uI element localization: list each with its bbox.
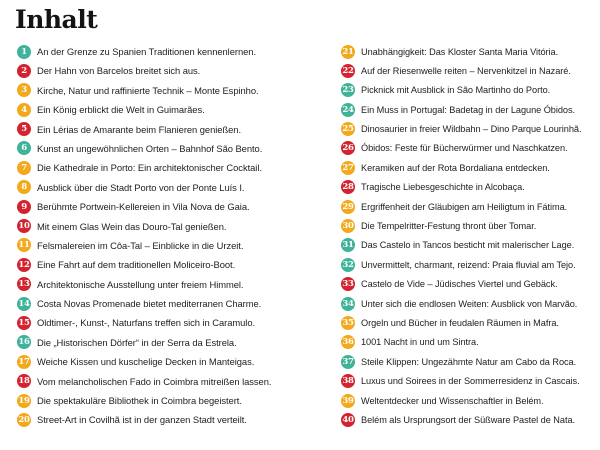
toc-entry[interactable] xyxy=(17,100,289,119)
chapter-title: Weiche Kissen und kuschelige Decken in Manteigas. xyxy=(37,356,255,368)
chapter-number-badge: 25 xyxy=(342,124,354,135)
toc-entry[interactable] xyxy=(341,236,593,255)
chapter-title: Steile Klippen: Ungezähmte Natur am Cabo da Roca. xyxy=(361,356,577,367)
page-title: Inhalt xyxy=(15,5,98,34)
chapter-number-badge: 28 xyxy=(342,182,354,193)
chapter-title: Ein König erblickt die Welt in Guimarães. xyxy=(37,104,205,116)
chapter-number-badge: 24 xyxy=(342,104,354,115)
chapter-title: Kirche, Natur und raffinierte Technik – Monte Espinho. xyxy=(37,84,259,96)
chapter-title: Unabhängigkeit: Das Kloster Santa Maria Vitória. xyxy=(361,46,559,57)
chapter-title: Luxus und Soirees in der Sommerresidenz in Cascais. xyxy=(361,376,580,387)
chapter-title: Oldtimer-, Kunst-, Naturfans treffen sich in Caramulo. xyxy=(37,317,256,329)
chapter-number-badge: 36 xyxy=(342,337,354,348)
toc-entry[interactable] xyxy=(341,294,593,313)
chapter-title: Keramiken auf der Rota Bordaliana entdecken. xyxy=(361,162,550,173)
chapter-number-badge: 14 xyxy=(18,298,30,309)
chapter-title: Tragische Liebesgeschichte in Alcobaça. xyxy=(361,182,525,193)
chapter-title: Auf der Riesenwelle reiten – Nervenkitzel in Nazaré. xyxy=(361,65,571,76)
toc-entry[interactable] xyxy=(341,61,593,80)
chapter-title: Dinosaurier in freier Wildbahn – Dino Parque Lourinhã. xyxy=(361,124,582,135)
chapter-title: Mit einem Glas Wein das Douro-Tal genießen. xyxy=(37,220,227,232)
toc-entry[interactable] xyxy=(341,158,593,177)
chapter-number-badge: 29 xyxy=(342,201,354,212)
toc-entry[interactable] xyxy=(341,139,593,158)
chapter-title: Street-Art in Covilhã ist in der ganzen Stadt verteilt. xyxy=(37,414,247,426)
toc-entry[interactable] xyxy=(341,255,593,274)
toc-entry[interactable] xyxy=(341,275,593,294)
chapter-title: Óbidos: Feste für Bücherwürmer und Naschkatzen. xyxy=(361,143,568,154)
chapter-title: Unvermittelt, charmant, reizend: Praia fluvial am Tejo. xyxy=(361,259,576,270)
toc-entry[interactable] xyxy=(341,313,593,332)
toc-column-left xyxy=(17,42,289,430)
chapter-title: Das Castelo in Tancos besticht mit malerischer Lage. xyxy=(361,240,575,251)
chapter-number-badge: 40 xyxy=(342,414,354,425)
chapter-number-badge: 5 xyxy=(17,122,31,136)
chapter-title: Der Hahn von Barcelos breitet sich aus. xyxy=(37,65,201,77)
chapter-title: Felsmalereien im Côa-Tal – Einblicke in die Urzeit. xyxy=(37,239,244,251)
toc-entry[interactable] xyxy=(341,197,593,216)
toc-entry[interactable] xyxy=(17,255,289,274)
chapter-title: Ein Muss in Portugal: Badetag in der Lagune Óbidos. xyxy=(361,104,576,115)
chapter-number-badge: 35 xyxy=(342,317,354,328)
chapter-number-badge: 2 xyxy=(17,64,31,78)
toc-entry[interactable] xyxy=(17,217,289,236)
chapter-title: Weltentdecker und Wissenschaftler in Belém. xyxy=(361,395,544,406)
chapter-number-badge: 17 xyxy=(18,356,30,367)
chapter-title: Kunst an ungewöhnlichen Orten – Bahnhof São Bento. xyxy=(37,142,263,154)
chapter-number-badge: 32 xyxy=(342,259,354,270)
chapter-number-badge: 30 xyxy=(342,221,354,232)
chapter-number-badge: 6 xyxy=(17,141,31,155)
toc-column-right xyxy=(341,42,593,430)
chapter-number-badge: 22 xyxy=(342,65,354,76)
toc-entry[interactable] xyxy=(341,120,593,139)
toc-entry[interactable] xyxy=(17,81,289,100)
toc-entry[interactable] xyxy=(341,333,593,352)
toc-entry[interactable] xyxy=(17,391,289,410)
toc-entry[interactable] xyxy=(17,120,289,139)
chapter-title: Picknick mit Ausblick in São Martinho do Porto. xyxy=(361,85,551,96)
chapter-number-badge: 19 xyxy=(18,395,30,406)
toc-entry[interactable] xyxy=(17,372,289,391)
chapter-number-badge: 10 xyxy=(18,221,30,232)
toc-entry[interactable] xyxy=(17,197,289,216)
toc-entry[interactable] xyxy=(341,100,593,119)
chapter-number-badge: 8 xyxy=(17,180,31,194)
chapter-number-badge: 23 xyxy=(342,85,354,96)
toc-entry[interactable] xyxy=(341,391,593,410)
toc-entry[interactable] xyxy=(17,158,289,177)
toc-entry[interactable] xyxy=(341,42,593,61)
chapter-number-badge: 11 xyxy=(18,240,30,251)
toc-entry[interactable] xyxy=(17,352,289,371)
chapter-number-badge: 4 xyxy=(17,103,31,117)
chapter-number-badge: 37 xyxy=(342,356,354,367)
chapter-title: Die Tempelritter-Festung thront über Tomar. xyxy=(361,221,537,232)
chapter-number-badge: 31 xyxy=(342,240,354,251)
chapter-number-badge: 7 xyxy=(17,161,31,175)
chapter-title: An der Grenze zu Spanien Traditionen kennenlernen. xyxy=(37,46,257,57)
chapter-number-badge: 16 xyxy=(18,337,30,348)
toc-entry[interactable] xyxy=(17,236,289,255)
toc-entry[interactable] xyxy=(341,372,593,391)
chapter-title: Ausblick über die Stadt Porto von der Ponte Luís I. xyxy=(37,181,245,193)
toc-entry[interactable] xyxy=(17,333,289,352)
chapter-title: Berühmte Portwein-Kellereien in Vila Nova de Gaia. xyxy=(37,201,250,213)
toc-entry[interactable] xyxy=(17,275,289,294)
chapter-number-badge: 27 xyxy=(342,162,354,173)
chapter-title: Vom melancholischen Fado in Coimbra mitreißen lassen. xyxy=(37,375,272,387)
toc-entry[interactable] xyxy=(17,139,289,158)
chapter-title: Die „Historischen Dörfer“ in der Serra da Estrela. xyxy=(37,336,237,348)
chapter-title: Die Kathedrale in Porto: Ein architektonischer Cocktail. xyxy=(37,162,262,174)
chapter-number-badge: 18 xyxy=(18,376,30,387)
chapter-title: Unter sich die endlosen Weiten: Ausblick von Marvão. xyxy=(361,298,578,309)
chapter-title: 1001 Nacht in und um Sintra. xyxy=(361,337,479,348)
chapter-number-badge: 26 xyxy=(342,143,354,154)
toc-entry[interactable] xyxy=(341,352,593,371)
chapter-number-badge: 20 xyxy=(18,414,30,425)
toc-entry[interactable] xyxy=(17,42,289,61)
chapter-title: Castelo de Vide – Jüdisches Viertel und Gebäck. xyxy=(361,279,558,290)
toc-entry[interactable] xyxy=(17,410,289,429)
toc-entry[interactable] xyxy=(341,217,593,236)
chapter-number-badge: 34 xyxy=(342,298,354,309)
chapter-number-badge: 3 xyxy=(17,83,31,97)
chapter-title: Architektonische Ausstellung unter freiem Himmel. xyxy=(37,278,244,290)
chapter-number-badge: 9 xyxy=(17,200,31,214)
chapter-number-badge: 15 xyxy=(18,317,30,328)
toc-entry[interactable] xyxy=(17,313,289,332)
chapter-number-badge: 39 xyxy=(342,395,354,406)
chapter-title: Eine Fahrt auf dem traditionellen Moliceiro-Boot. xyxy=(37,259,236,271)
chapter-number-badge: 33 xyxy=(342,279,354,290)
toc-entry[interactable] xyxy=(341,81,593,100)
chapter-number-badge: 38 xyxy=(342,376,354,387)
toc-entry[interactable] xyxy=(341,410,593,429)
chapter-title: Die spektakuläre Bibliothek in Coimbra begeistert. xyxy=(37,395,242,407)
chapter-number-badge: 12 xyxy=(18,259,30,270)
chapter-number-badge: 21 xyxy=(342,46,354,57)
toc-entry[interactable] xyxy=(17,178,289,197)
toc-entry[interactable] xyxy=(17,294,289,313)
chapter-title: Belém als Ursprungsort der Süßware Pastel de Nata. xyxy=(361,414,576,425)
chapter-number-badge: 1 xyxy=(17,45,31,59)
toc-entry[interactable] xyxy=(341,178,593,197)
toc-entry[interactable] xyxy=(17,61,289,80)
chapter-number-badge: 13 xyxy=(18,279,30,290)
chapter-title: Ergriffenheit der Gläubigen am Heiligtum in Fátima. xyxy=(361,201,568,212)
chapter-title: Orgeln und Bücher in feudalen Räumen in Mafra. xyxy=(361,317,559,328)
chapter-title: Costa Novas Promenade bietet mediterranen Charme. xyxy=(37,298,262,310)
chapter-title: Ein Lérias de Amarante beim Flanieren genießen. xyxy=(37,123,242,135)
